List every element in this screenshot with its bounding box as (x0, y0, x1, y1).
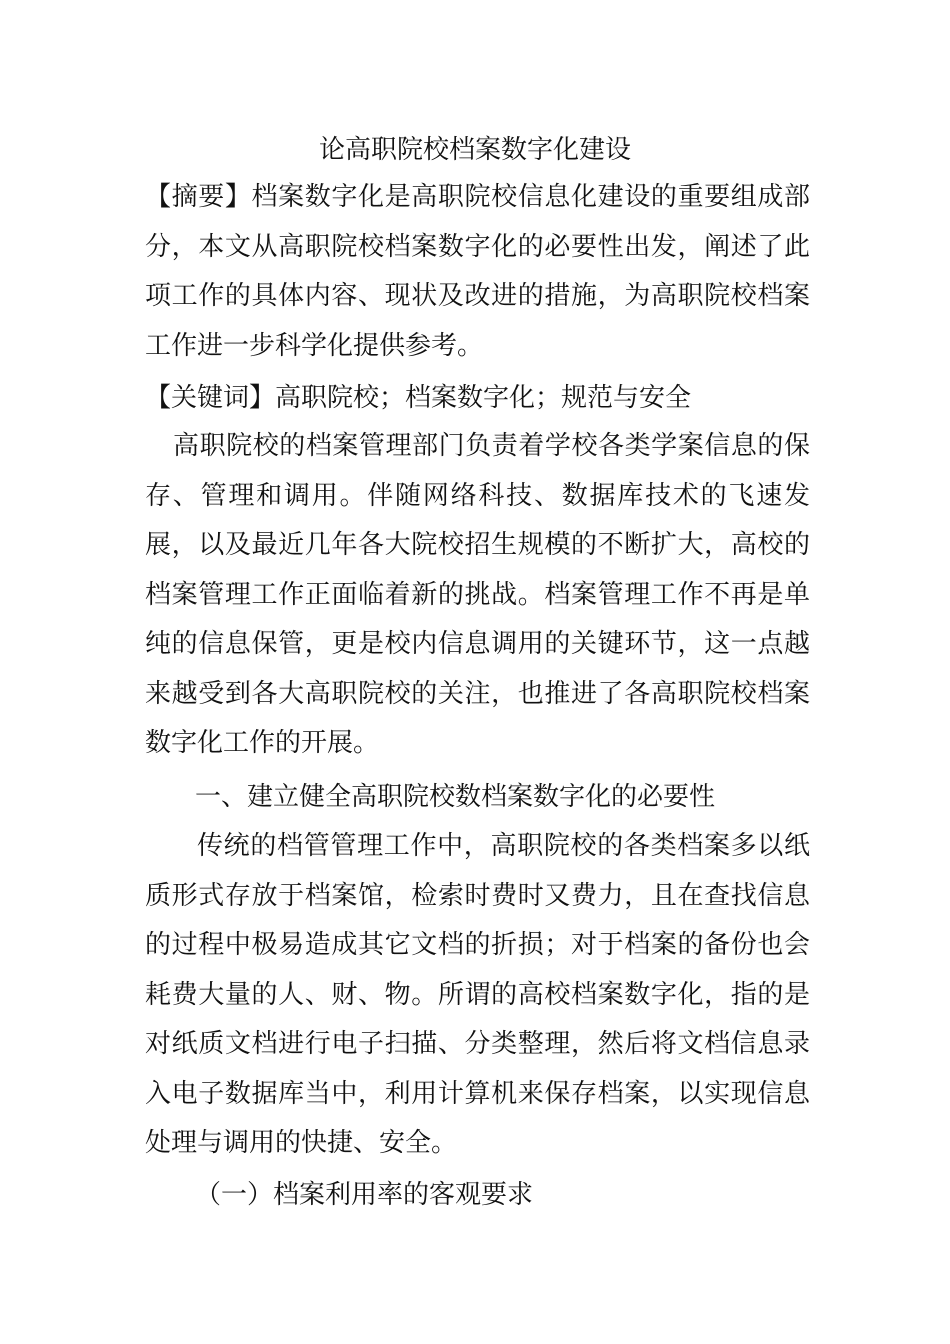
subsection-heading: （一）档案利用率的客观要求 (195, 1180, 534, 1210)
section-heading: 一、建立健全高职院校数档案数字化的必要性 (195, 782, 716, 812)
keywords-line: 【关键词】高职院校；档案数字化；规范与安全 (145, 383, 692, 413)
document-title: 论高职院校档案数字化建设 (318, 135, 631, 165)
section-paragraph: 传统的档管管理工作中，高职院校的各类档案多以纸质形式存放于档案馆，检索时费时又费力，且在查找信息的过程中极易造成其它文档的折损；对于档案的备份也会耗费大量的人、财、物。所谓的高校档案数字化，指的是对纸质文档进行电子扫描、分类整理，然后将文档信息录入电子数据库当中，利用计算机来保存档案，以实现信息处理与调用的快捷、安全。 (145, 831, 810, 1158)
abstract-paragraph: 【摘要】档案数字化是高职院校信息化建设的重要组成部分，本文从高职院校档案数字化的必要性出发，阐述了此项工作的具体内容、现状及改进的措施，为高职院校档案工作进一步科学化提供参考。 (145, 182, 810, 361)
intro-paragraph: 高职院校的档案管理部门负责着学校各类学案信息的保存、管理和调用。伴随网络科技、数据库技术的飞速发展，以及最近几年各大院校招生规模的不断扩大，高校的档案管理工作正面临着新的挑战。档案管理工作不再是单纯的信息保管，更是校内信息调用的关键环节，这一点越来越受到各大高职院校的关注，也推进了各高职院校档案数字化工作的开展。 (145, 431, 810, 758)
